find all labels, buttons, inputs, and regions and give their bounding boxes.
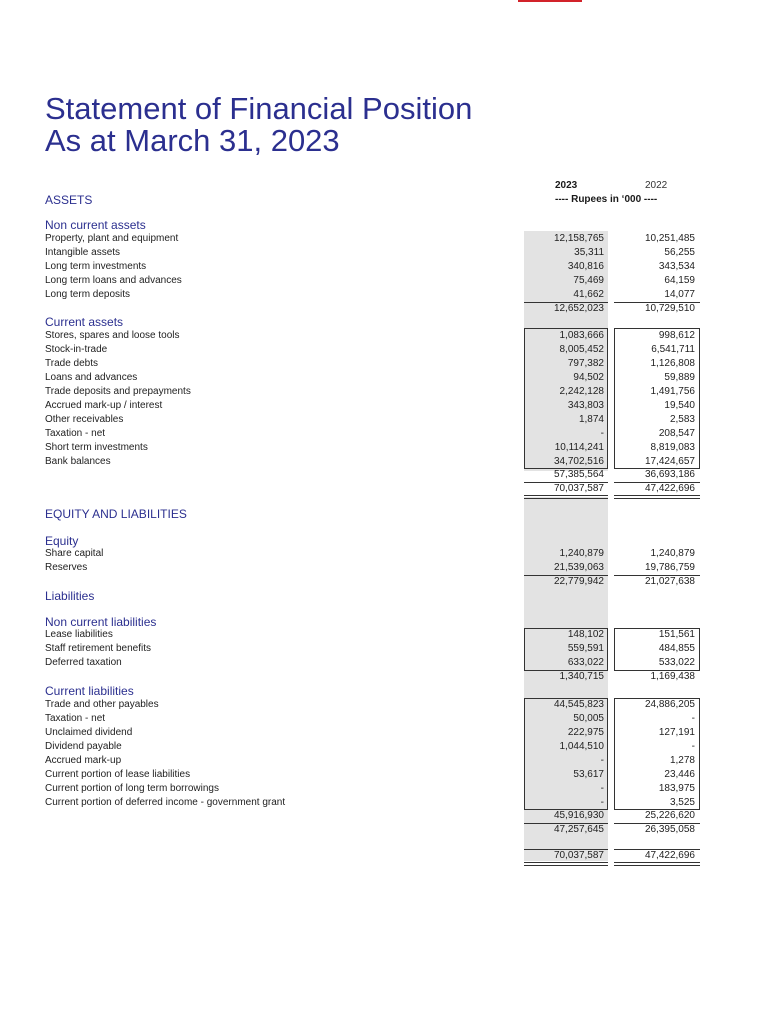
section-current-liabilities: Current liabilities <box>45 684 134 698</box>
subtotal-row: 22,779,942 21,027,638 <box>553 576 695 587</box>
section-liabilities: Liabilities <box>45 589 95 603</box>
table-row: Trade deposits and prepayments 2,242,128 1,491,756 <box>45 386 695 397</box>
table-row: Trade debts 797,382 1,126,808 <box>45 358 695 369</box>
double-underline <box>524 862 608 866</box>
table-row: Loans and advances 94,502 59,889 <box>45 372 695 383</box>
divider <box>524 302 608 303</box>
table-row: Dividend payable 1,044,510 - <box>45 741 695 752</box>
table-row: Other receivables 1,874 2,583 <box>45 414 695 425</box>
section-current-assets: Current assets <box>45 315 124 329</box>
total-row: 70,037,587 47,422,696 <box>553 850 695 861</box>
section-equity-liabilities: EQUITY AND LIABILITIES <box>45 507 187 521</box>
table-row: Intangible assets 35,311 56,255 <box>45 247 695 258</box>
table-row: Current portion of long term borrowings - 183,975 <box>45 783 695 794</box>
accent-bar <box>518 0 582 2</box>
table-row: Trade and other payables 44,545,823 24,886,205 <box>45 699 695 710</box>
double-underline <box>614 495 700 499</box>
table-row: Bank balances 34,702,516 17,424,657 <box>45 456 695 467</box>
table-row: Stock-in-trade 8,005,452 6,541,711 <box>45 344 695 355</box>
page-title: Statement of Financial Position <box>45 91 473 126</box>
section-non-current-liabilities: Non current liabilities <box>45 615 157 629</box>
table-row: Short term investments 10,114,241 8,819,083 <box>45 442 695 453</box>
section-equity: Equity <box>45 534 79 548</box>
table-row: Accrued mark-up - 1,278 <box>45 755 695 766</box>
table-row: Lease liabilities 148,102 151,561 <box>45 629 695 640</box>
subtotal-row: 47,257,645 26,395,058 <box>553 824 695 835</box>
table-row: Long term investments 340,816 343,534 <box>45 261 695 272</box>
table-row: Reserves 21,539,063 19,786,759 <box>45 562 695 573</box>
column-year-2022: 2022 <box>645 180 668 191</box>
column-unit: ---- Rupees in ‘000 ---- <box>555 194 658 205</box>
subtotal-row: 45,916,930 25,226,620 <box>553 810 695 821</box>
section-assets: ASSETS <box>45 193 93 207</box>
double-underline <box>614 862 700 866</box>
page-subtitle: As at March 31, 2023 <box>45 123 340 158</box>
subtotal-row: 12,652,023 10,729,510 <box>553 303 695 314</box>
table-row: Accrued mark-up / interest 343,803 19,540 <box>45 400 695 411</box>
subtotal-row: 1,340,715 1,169,438 <box>559 671 695 682</box>
double-underline <box>524 495 608 499</box>
total-row: 70,037,587 47,422,696 <box>553 483 695 494</box>
table-row: Property, plant and equipment 12,158,765 10,251,485 <box>45 233 695 244</box>
subtotal-row: 57,385,564 36,693,186 <box>553 469 695 480</box>
table-row: Long term loans and advances 75,469 64,159 <box>45 275 695 286</box>
section-non-current-assets: Non current assets <box>45 218 146 232</box>
table-row: Current portion of deferred income - government grant - 3,525 <box>45 797 695 808</box>
table-row: Share capital 1,240,879 1,240,879 <box>45 548 695 559</box>
table-row: Taxation - net - 208,547 <box>45 428 695 439</box>
column-year-2023: 2023 <box>555 180 578 191</box>
table-row: Stores, spares and loose tools 1,083,666 998,612 <box>45 330 695 341</box>
table-row: Deferred taxation 633,022 533,022 <box>45 657 695 668</box>
table-row: Taxation - net 50,005 - <box>45 713 695 724</box>
table-row: Unclaimed dividend 222,975 127,191 <box>45 727 695 738</box>
table-row: Staff retirement benefits 559,591 484,855 <box>45 643 695 654</box>
table-row: Current portion of lease liabilities 53,617 23,446 <box>45 769 695 780</box>
table-row: Long term deposits 41,662 14,077 <box>45 289 695 300</box>
divider <box>614 302 700 303</box>
